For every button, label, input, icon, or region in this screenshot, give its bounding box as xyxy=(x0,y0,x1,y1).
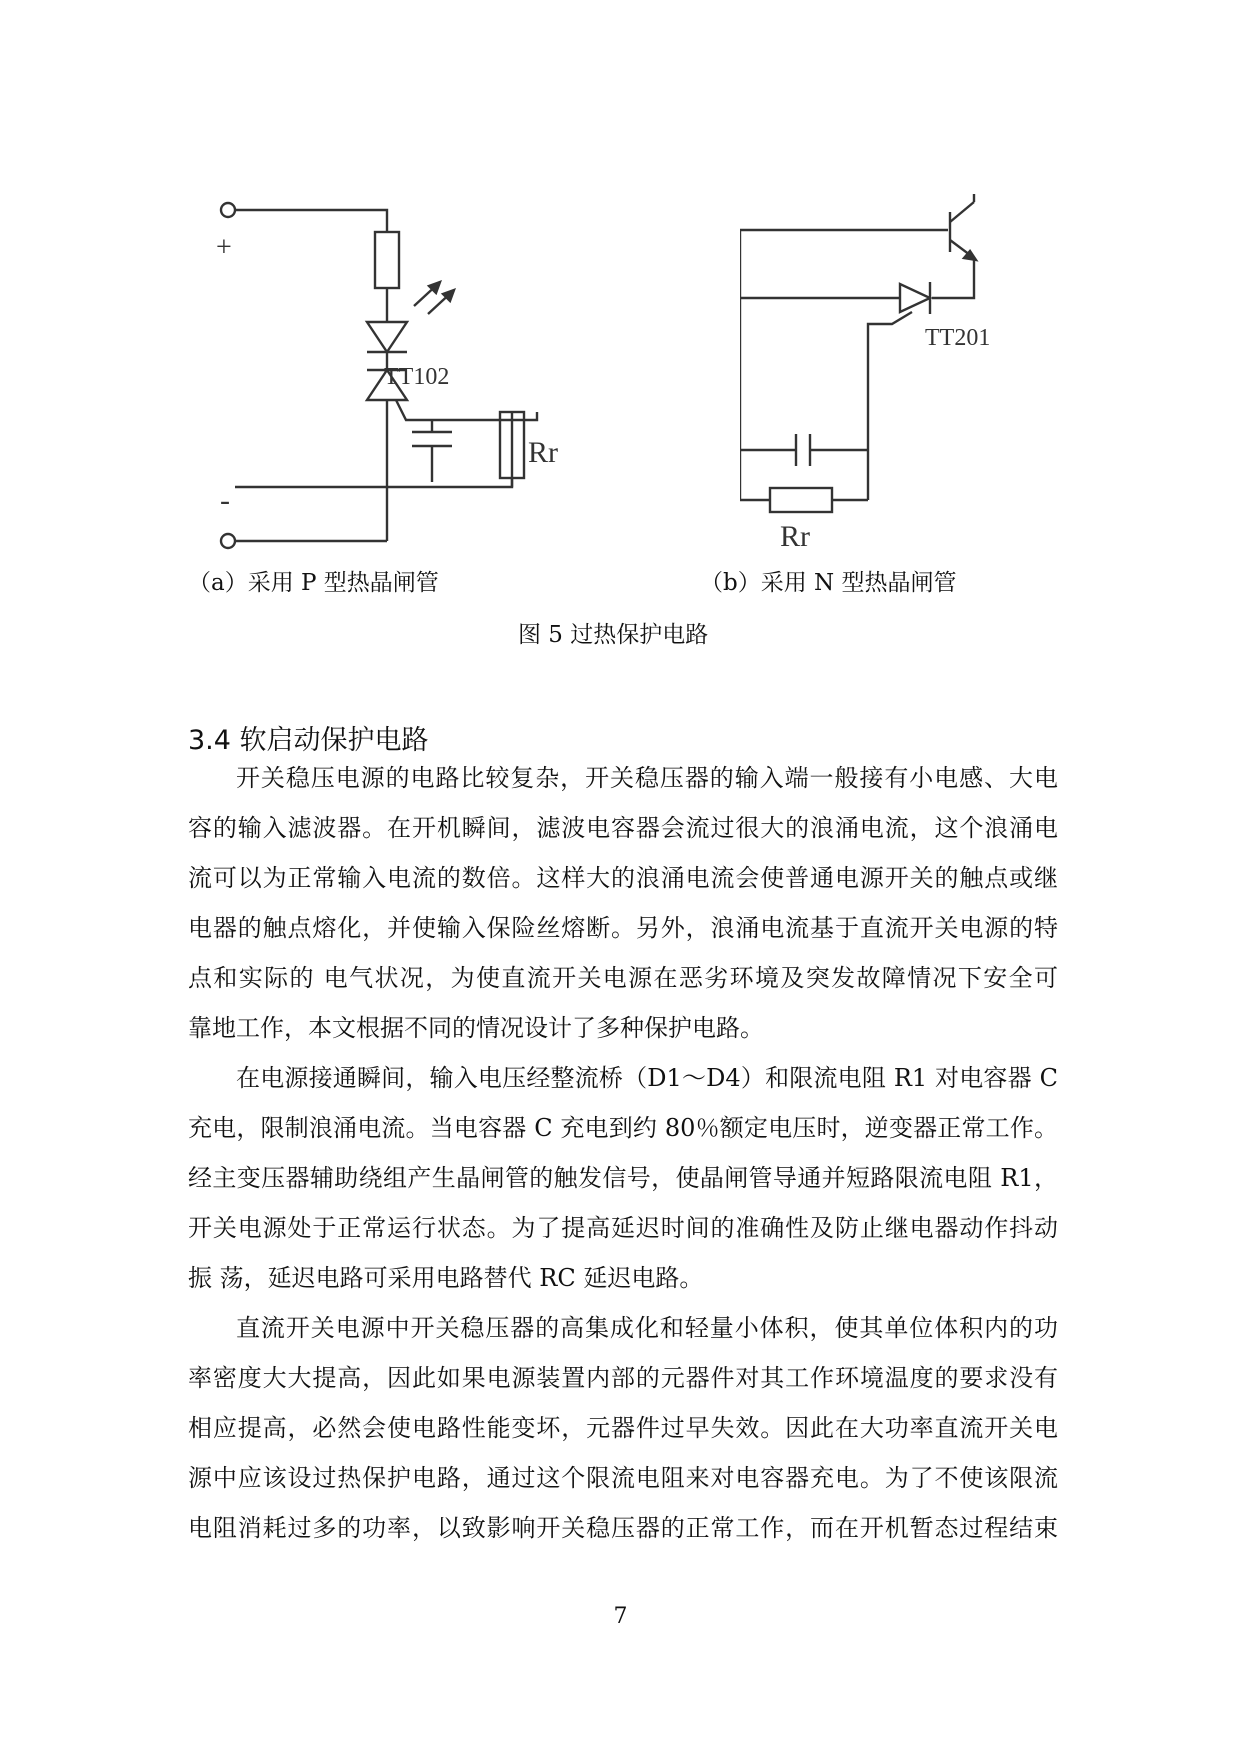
text-line: 开关稳压电源的电路比较复杂，开关稳压器的输入端一般接有小电感、大电 xyxy=(236,764,1058,792)
rr-label-a: Rr xyxy=(528,436,558,469)
top-wire xyxy=(235,210,387,232)
bottom-rail-a xyxy=(235,412,512,487)
transistor-collector xyxy=(950,202,974,222)
text-line: 振 荡，延迟电路可采用电路替代 RC 延迟电路。 xyxy=(188,1264,704,1292)
text-line: 在电源接通瞬间，输入电压经整流桥（D1～D4）和限流电阻 R1 对电容器 C xyxy=(236,1064,1058,1092)
figure-title: 图 5 过热保护电路 xyxy=(518,622,709,648)
rr-label-b: Rr xyxy=(780,520,810,553)
gate-lead xyxy=(396,400,432,420)
text-line: 开关电源处于正常运行状态。为了提高延迟时间的准确性及防止继电器动作抖动 xyxy=(188,1214,1058,1242)
text-line: 相应提高，必然会使电路性能变坏，元器件过早失效。因此在大功率直流开关电 xyxy=(188,1414,1058,1442)
paragraph-3 xyxy=(188,1303,1058,1553)
tt201-label: TT201 xyxy=(925,325,991,351)
text-line: 靠地工作，本文根据不同的情况设计了多种保护电路。 xyxy=(188,1014,764,1042)
text-line: 容的输入滤波器。在开机瞬间，滤波电容器会流过很大的浪涌电流，这个浪涌电 xyxy=(188,814,1058,842)
circuit-diagram-a xyxy=(200,190,620,560)
page-number: 7 xyxy=(613,1604,628,1629)
gate-wire xyxy=(432,412,537,420)
text-line: 直流开关电源中开关稳压器的高集成化和轻量小体积，使其单位体积内的功 xyxy=(236,1314,1058,1342)
positive-terminal xyxy=(221,203,235,217)
text-line: 电阻消耗过多的功率，以致影响开关稳压器的正常工作，而在开机暂态过程结束 xyxy=(188,1514,1058,1542)
paragraph-2 xyxy=(188,1053,1058,1303)
text-line: 经主变压器辅助绕组产生晶闸管的触发信号，使晶闸管导通并短路限流电阻 R1， xyxy=(188,1164,1058,1192)
thyristor-icon-b xyxy=(900,284,930,312)
resistor-rr-b xyxy=(770,488,832,512)
paragraph-1 xyxy=(188,753,1058,1053)
emitter-wire xyxy=(932,258,974,298)
minus-label: - xyxy=(220,484,230,517)
led-icon xyxy=(367,322,407,352)
text-line: 点和实际的 电气状况，为使直流开关电源在恶劣环境及突发故障情况下安全可 xyxy=(188,964,1058,992)
circuit-diagram-b xyxy=(740,190,1030,560)
text-line: 率密度大大提高，因此如果电源装置内部的元器件对其工作环境温度的要求没有 xyxy=(188,1364,1058,1392)
negative-terminal xyxy=(221,534,235,548)
resistor-top xyxy=(375,232,399,288)
tt102-label: TT102 xyxy=(384,364,450,390)
text-line: 电器的触点熔化，并使输入保险丝熔断。另外，浪涌电流基于直流开关电源的特 xyxy=(188,914,1058,942)
figure-a-caption: （a）采用 P 型热晶闸管 xyxy=(188,570,439,596)
gate-wire-b xyxy=(868,312,912,500)
section-heading: 3.4 软启动保护电路 xyxy=(188,725,429,756)
figure-b-caption: （b）采用 N 型热晶闸管 xyxy=(700,570,957,596)
plus-label: + xyxy=(216,232,232,263)
text-line: 流可以为正常输入电流的数倍。这样大的浪涌电流会使普通电源开关的触点或继 xyxy=(188,864,1058,892)
text-line: 充电，限制浪涌电流。当电容器 C 充电到约 80％额定电压时，逆变器正常工作。 xyxy=(188,1114,1058,1142)
text-line: 源中应该设过热保护电路，通过这个限流电阻来对电容器充电。为了不使该限流 xyxy=(188,1464,1058,1492)
